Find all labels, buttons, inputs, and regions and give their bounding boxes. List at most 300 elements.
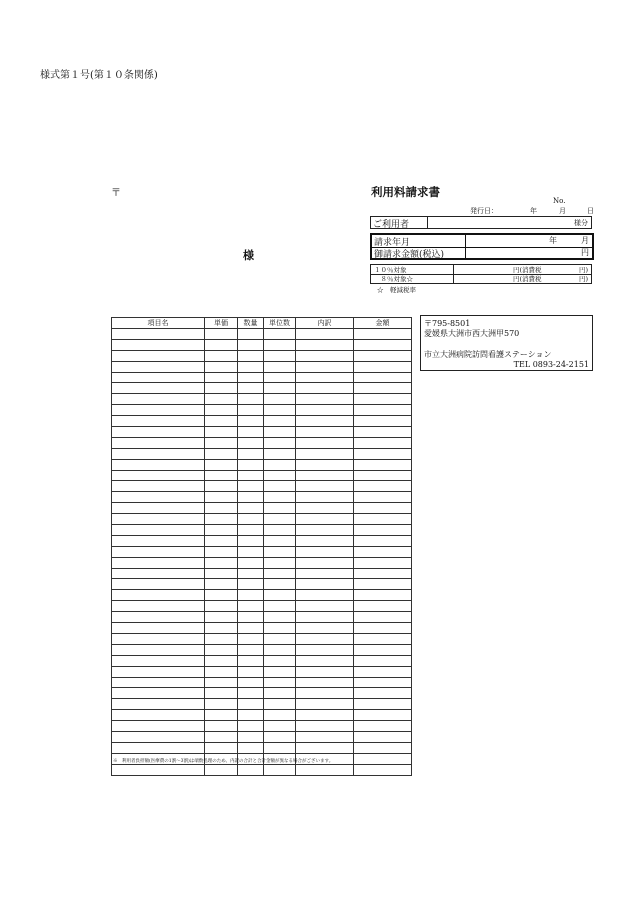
document-title: 利用料請求書 (371, 185, 440, 199)
billing-month-label: 請求年月 (374, 238, 411, 248)
table-row (112, 612, 412, 623)
table-cell (205, 437, 238, 448)
table-cell (238, 329, 264, 340)
table-cell (238, 503, 264, 514)
table-cell (112, 535, 205, 546)
table-cell (205, 568, 238, 579)
table-cell (112, 633, 205, 644)
table-cell (112, 579, 205, 590)
table-cell (112, 546, 205, 557)
table-cell (205, 383, 238, 394)
table-cell (205, 416, 238, 427)
table-cell (112, 568, 205, 579)
table-cell (205, 699, 238, 710)
table-row (112, 764, 412, 775)
table-cell (264, 699, 296, 710)
table-cell (354, 350, 412, 361)
table-cell (112, 688, 205, 699)
table-cell (238, 448, 264, 459)
table-cell (296, 688, 354, 699)
table-cell (238, 470, 264, 481)
table-cell (205, 579, 238, 590)
table-cell (238, 655, 264, 666)
table-cell (264, 546, 296, 557)
table-cell (354, 666, 412, 677)
table-cell (354, 492, 412, 503)
table-cell (112, 677, 205, 688)
table-row (112, 623, 412, 634)
table-cell (112, 764, 205, 775)
table-cell (238, 699, 264, 710)
table-cell (205, 742, 238, 753)
table-cell (264, 383, 296, 394)
table-cell (354, 535, 412, 546)
table-cell (112, 361, 205, 372)
table-cell (238, 721, 264, 732)
table-cell (205, 623, 238, 634)
table-cell (238, 601, 264, 612)
table-cell (205, 557, 238, 568)
table-cell (238, 525, 264, 536)
table-cell (205, 601, 238, 612)
table-cell (205, 546, 238, 557)
table-cell (354, 753, 412, 764)
table-cell (205, 350, 238, 361)
table-cell (264, 525, 296, 536)
table-cell (296, 666, 354, 677)
table-row (112, 372, 412, 383)
table-row (112, 503, 412, 514)
table-cell (238, 350, 264, 361)
items-header-row (112, 318, 412, 329)
user-label: ご利用者 (373, 220, 410, 230)
table-cell (205, 492, 238, 503)
table-cell (296, 721, 354, 732)
table-cell (354, 546, 412, 557)
table-cell (264, 710, 296, 721)
table-cell (296, 699, 354, 710)
table-cell (296, 416, 354, 427)
table-cell (264, 721, 296, 732)
table-cell (354, 568, 412, 579)
table-cell (296, 677, 354, 688)
issue-date-day: 日 (587, 207, 594, 215)
table-cell (296, 459, 354, 470)
table-cell (238, 427, 264, 438)
table-cell (354, 633, 412, 644)
recipient-suffix: 様 (243, 249, 254, 262)
table-cell (205, 525, 238, 536)
table-cell (112, 503, 205, 514)
table-cell (238, 568, 264, 579)
table-row (112, 644, 412, 655)
table-cell (354, 470, 412, 481)
table-cell (296, 764, 354, 775)
table-cell (264, 405, 296, 416)
table-cell (296, 329, 354, 340)
table-cell (205, 329, 238, 340)
table-cell (238, 514, 264, 525)
table-cell (205, 470, 238, 481)
table-cell (238, 535, 264, 546)
table-cell (112, 710, 205, 721)
table-cell (264, 503, 296, 514)
table-cell (264, 677, 296, 688)
table-cell (264, 655, 296, 666)
table-row (112, 416, 412, 427)
table-cell (112, 372, 205, 383)
table-cell (264, 492, 296, 503)
table-cell (296, 546, 354, 557)
table-cell (264, 590, 296, 601)
table-cell (264, 394, 296, 405)
tax-10-yen: 円(消費税 (513, 266, 542, 274)
table-cell (296, 427, 354, 438)
table-cell (205, 394, 238, 405)
table-cell (112, 731, 205, 742)
table-cell (112, 350, 205, 361)
header-quantity: 数量 (238, 318, 264, 329)
table-cell (354, 372, 412, 383)
header-units: 単位数 (264, 318, 296, 329)
table-cell (238, 764, 264, 775)
table-cell (354, 731, 412, 742)
table-cell (354, 721, 412, 732)
table-row (112, 721, 412, 732)
table-cell (354, 405, 412, 416)
billing-month: 月 (581, 236, 589, 245)
table-row (112, 383, 412, 394)
header-breakdown: 内訳 (296, 318, 354, 329)
billing-amount-label: 御請求金額(税込) (374, 250, 445, 260)
table-cell (112, 590, 205, 601)
table-cell (112, 416, 205, 427)
issue-date-row (470, 206, 594, 216)
table-cell (296, 655, 354, 666)
table-cell (296, 623, 354, 634)
billing-yen: 円 (581, 248, 589, 257)
table-cell (112, 612, 205, 623)
table-cell (205, 688, 238, 699)
table-row (112, 710, 412, 721)
table-cell (354, 590, 412, 601)
table-cell (296, 383, 354, 394)
items-table (111, 317, 412, 776)
table-cell (264, 361, 296, 372)
tax-10-end: 円) (578, 266, 588, 274)
table-cell (296, 481, 354, 492)
table-cell (238, 339, 264, 350)
table-cell (238, 481, 264, 492)
table-cell (354, 416, 412, 427)
table-cell (354, 339, 412, 350)
table-cell (354, 437, 412, 448)
table-cell (238, 742, 264, 753)
table-row (112, 590, 412, 601)
table-cell (354, 503, 412, 514)
table-cell (238, 666, 264, 677)
tax-10-label: １０％対象 (374, 266, 407, 274)
table-row (112, 535, 412, 546)
table-cell (354, 459, 412, 470)
table-cell (354, 644, 412, 655)
table-cell (264, 579, 296, 590)
table-cell (238, 416, 264, 427)
table-cell (238, 623, 264, 634)
table-cell (354, 383, 412, 394)
table-cell (112, 514, 205, 525)
table-cell (296, 633, 354, 644)
table-cell (112, 492, 205, 503)
table-cell (264, 568, 296, 579)
table-cell (296, 514, 354, 525)
table-cell (112, 699, 205, 710)
table-row (112, 688, 412, 699)
table-cell (296, 590, 354, 601)
table-cell (296, 644, 354, 655)
table-cell (112, 481, 205, 492)
table-cell (238, 731, 264, 742)
table-cell (264, 372, 296, 383)
table-cell (264, 688, 296, 699)
table-cell (264, 350, 296, 361)
table-cell (264, 666, 296, 677)
table-cell (205, 590, 238, 601)
table-cell (238, 394, 264, 405)
table-cell (112, 394, 205, 405)
table-cell (354, 579, 412, 590)
table-cell (264, 339, 296, 350)
reduced-tax-note: ☆ 軽減税率 (377, 286, 416, 294)
station-zip: 〒795-8501 (424, 319, 471, 328)
table-cell (112, 405, 205, 416)
table-cell (264, 535, 296, 546)
table-cell (296, 361, 354, 372)
table-cell (238, 383, 264, 394)
table-cell (264, 448, 296, 459)
table-cell (238, 459, 264, 470)
table-cell (296, 503, 354, 514)
table-cell (354, 361, 412, 372)
table-cell (112, 601, 205, 612)
table-row (112, 655, 412, 666)
table-cell (238, 557, 264, 568)
tax-box (370, 264, 592, 284)
form-number: 様式第１号(第１０条関係) (40, 70, 158, 81)
station-box (420, 315, 593, 371)
issue-date-label: 発行日： (470, 207, 498, 215)
table-cell (354, 525, 412, 536)
table-cell (354, 742, 412, 753)
table-cell (205, 459, 238, 470)
table-cell (112, 644, 205, 655)
table-cell (238, 677, 264, 688)
tax-8-end: 円) (578, 275, 588, 283)
table-row (112, 394, 412, 405)
table-cell (296, 492, 354, 503)
table-cell (112, 666, 205, 677)
table-cell (264, 470, 296, 481)
table-cell (205, 535, 238, 546)
table-cell (296, 579, 354, 590)
table-cell (112, 448, 205, 459)
table-cell (354, 481, 412, 492)
postal-mark: 〒 (111, 188, 121, 199)
table-row (112, 329, 412, 340)
table-row (112, 601, 412, 612)
table-cell (296, 731, 354, 742)
table-cell (205, 764, 238, 775)
table-cell (296, 437, 354, 448)
table-cell (264, 427, 296, 438)
table-row (112, 731, 412, 742)
table-row (112, 492, 412, 503)
table-cell (296, 405, 354, 416)
table-cell (264, 416, 296, 427)
table-row (112, 699, 412, 710)
table-cell (354, 623, 412, 634)
table-cell (112, 742, 205, 753)
table-cell (296, 470, 354, 481)
table-cell (296, 372, 354, 383)
table-cell (205, 655, 238, 666)
table-cell (264, 601, 296, 612)
station-name: 市立大洲病院訪問看護ステーション (424, 350, 552, 359)
table-row (112, 361, 412, 372)
table-cell (264, 481, 296, 492)
billing-box (370, 233, 594, 260)
table-row (112, 459, 412, 470)
tax-8-label: ８％対象☆ (374, 275, 413, 283)
table-cell (238, 492, 264, 503)
tax-8-yen: 円(消費税 (513, 275, 542, 283)
table-cell (264, 764, 296, 775)
table-cell (238, 688, 264, 699)
table-cell (205, 677, 238, 688)
user-box (370, 216, 592, 229)
table-cell (205, 633, 238, 644)
table-cell (264, 633, 296, 644)
table-cell (205, 644, 238, 655)
table-cell (354, 557, 412, 568)
table-cell (354, 448, 412, 459)
table-cell (296, 742, 354, 753)
table-cell (296, 710, 354, 721)
table-row (112, 546, 412, 557)
header-item-name: 項目名 (112, 318, 205, 329)
table-cell (112, 623, 205, 634)
table-cell (112, 655, 205, 666)
table-cell (354, 710, 412, 721)
table-cell (354, 329, 412, 340)
table-cell (296, 557, 354, 568)
header-unit-price: 単価 (205, 318, 238, 329)
table-cell (264, 514, 296, 525)
table-cell (112, 557, 205, 568)
table-row (112, 339, 412, 350)
table-cell (205, 448, 238, 459)
table-cell (205, 731, 238, 742)
table-cell (264, 437, 296, 448)
table-cell (296, 350, 354, 361)
table-cell (112, 470, 205, 481)
table-cell (205, 612, 238, 623)
table-cell (112, 339, 205, 350)
table-row (112, 666, 412, 677)
table-cell (205, 405, 238, 416)
table-cell (205, 339, 238, 350)
table-cell (354, 612, 412, 623)
table-cell (264, 731, 296, 742)
table-cell (296, 568, 354, 579)
table-cell (238, 612, 264, 623)
table-row (112, 448, 412, 459)
table-row (112, 514, 412, 525)
table-cell (112, 525, 205, 536)
table-cell (264, 459, 296, 470)
table-row (112, 557, 412, 568)
table-cell (112, 383, 205, 394)
table-row (112, 470, 412, 481)
table-cell (205, 721, 238, 732)
table-row (112, 350, 412, 361)
table-cell (296, 525, 354, 536)
table-cell (264, 557, 296, 568)
table-cell (112, 437, 205, 448)
table-cell (264, 623, 296, 634)
table-cell (264, 742, 296, 753)
table-cell (264, 612, 296, 623)
table-row (112, 677, 412, 688)
table-row (112, 742, 412, 753)
table-cell (205, 372, 238, 383)
table-cell (354, 699, 412, 710)
table-cell (238, 579, 264, 590)
table-row (112, 437, 412, 448)
table-cell (354, 677, 412, 688)
table-cell (238, 437, 264, 448)
table-row (112, 525, 412, 536)
table-cell (264, 644, 296, 655)
table-cell (354, 688, 412, 699)
table-row (112, 633, 412, 644)
table-cell (238, 361, 264, 372)
table-cell (238, 590, 264, 601)
table-row (112, 568, 412, 579)
header-amount: 金額 (354, 318, 412, 329)
table-cell (112, 329, 205, 340)
table-cell (264, 329, 296, 340)
table-cell (205, 361, 238, 372)
table-cell (112, 459, 205, 470)
table-cell (354, 764, 412, 775)
table-cell (205, 514, 238, 525)
table-cell (238, 644, 264, 655)
table-cell (238, 710, 264, 721)
table-row (112, 579, 412, 590)
table-cell (205, 666, 238, 677)
table-cell (238, 633, 264, 644)
table-cell (354, 514, 412, 525)
table-cell (354, 601, 412, 612)
table-row (112, 427, 412, 438)
table-cell (296, 394, 354, 405)
number-label: No. (553, 197, 566, 205)
table-cell (296, 601, 354, 612)
billing-year: 年 (549, 236, 557, 245)
table-cell (354, 427, 412, 438)
table-cell (205, 427, 238, 438)
